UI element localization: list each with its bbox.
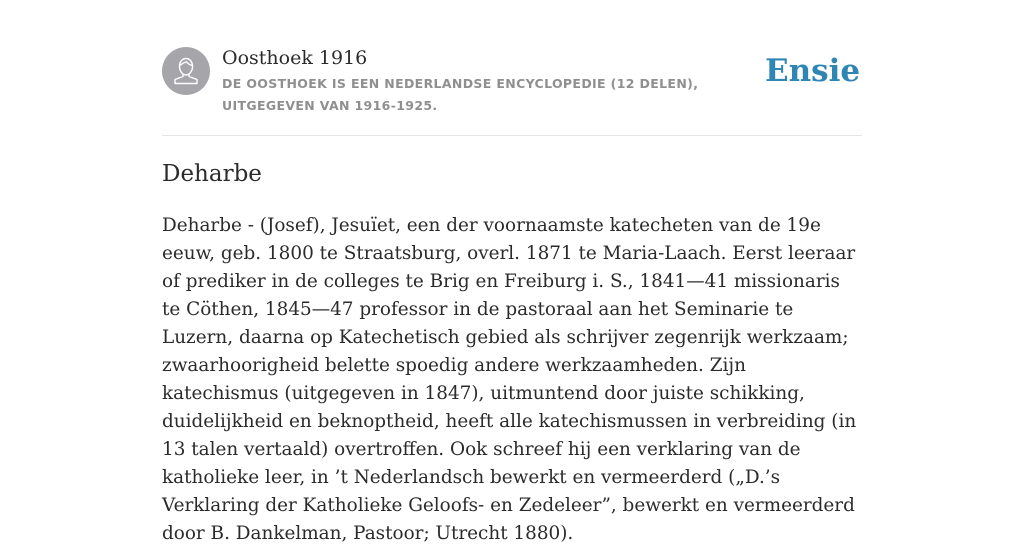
avatar[interactable] bbox=[162, 47, 210, 95]
source-header bbox=[162, 47, 862, 117]
user-silhouette-icon bbox=[162, 47, 210, 95]
source-description: DE OOSTHOEK IS EEN NEDERLANDSE ENCYCLOPEDIE (12 DELEN), UITGEGEVEN VAN 1916-1925. bbox=[222, 76, 699, 113]
entry-title: Deharbe bbox=[162, 161, 262, 187]
entry-body: Deharbe - (Josef), Jesuïet, een der voornaamste katecheten van de 19e eeuw, geb. 1800 te Straatsburg, overl. 1871 te Maria-Laach. Eerst leeraar of prediker in de colleges te Brig en Freiburg i. S., 1841—41 missionaris te Cöthen, 1845—47 professor in de pastoraal aan het Seminarie te Luzern, daarna op Katechetisch gebied als schrijver zegenrijk werkzaam; zwaarhoorigheid belette spoedig andere werkzaamheden. Zijn katechismus (uitgegeven in 1847), uitmuntend door juiste schikking, duidelijkheid en beknoptheid, heeft alle katechismussen in verbreiding (in 13 talen vertaald) overtroffen. Ook schreef hij een verklaring van de katholieke leer, in ’t Nederlandsch bewerkt en vermeerderd („D.’s Verklaring der Katholieke Geloofs- en Zedeleer”, bewerkt en vermeerderd door B. Dankelman, Pastoor; Utrecht 1880). bbox=[162, 215, 857, 544]
entry-page bbox=[162, 0, 862, 544]
header-divider bbox=[162, 135, 862, 136]
ensie-logo[interactable]: Ensie bbox=[765, 53, 861, 89]
source-title[interactable]: Oosthoek 1916 bbox=[222, 47, 368, 69]
